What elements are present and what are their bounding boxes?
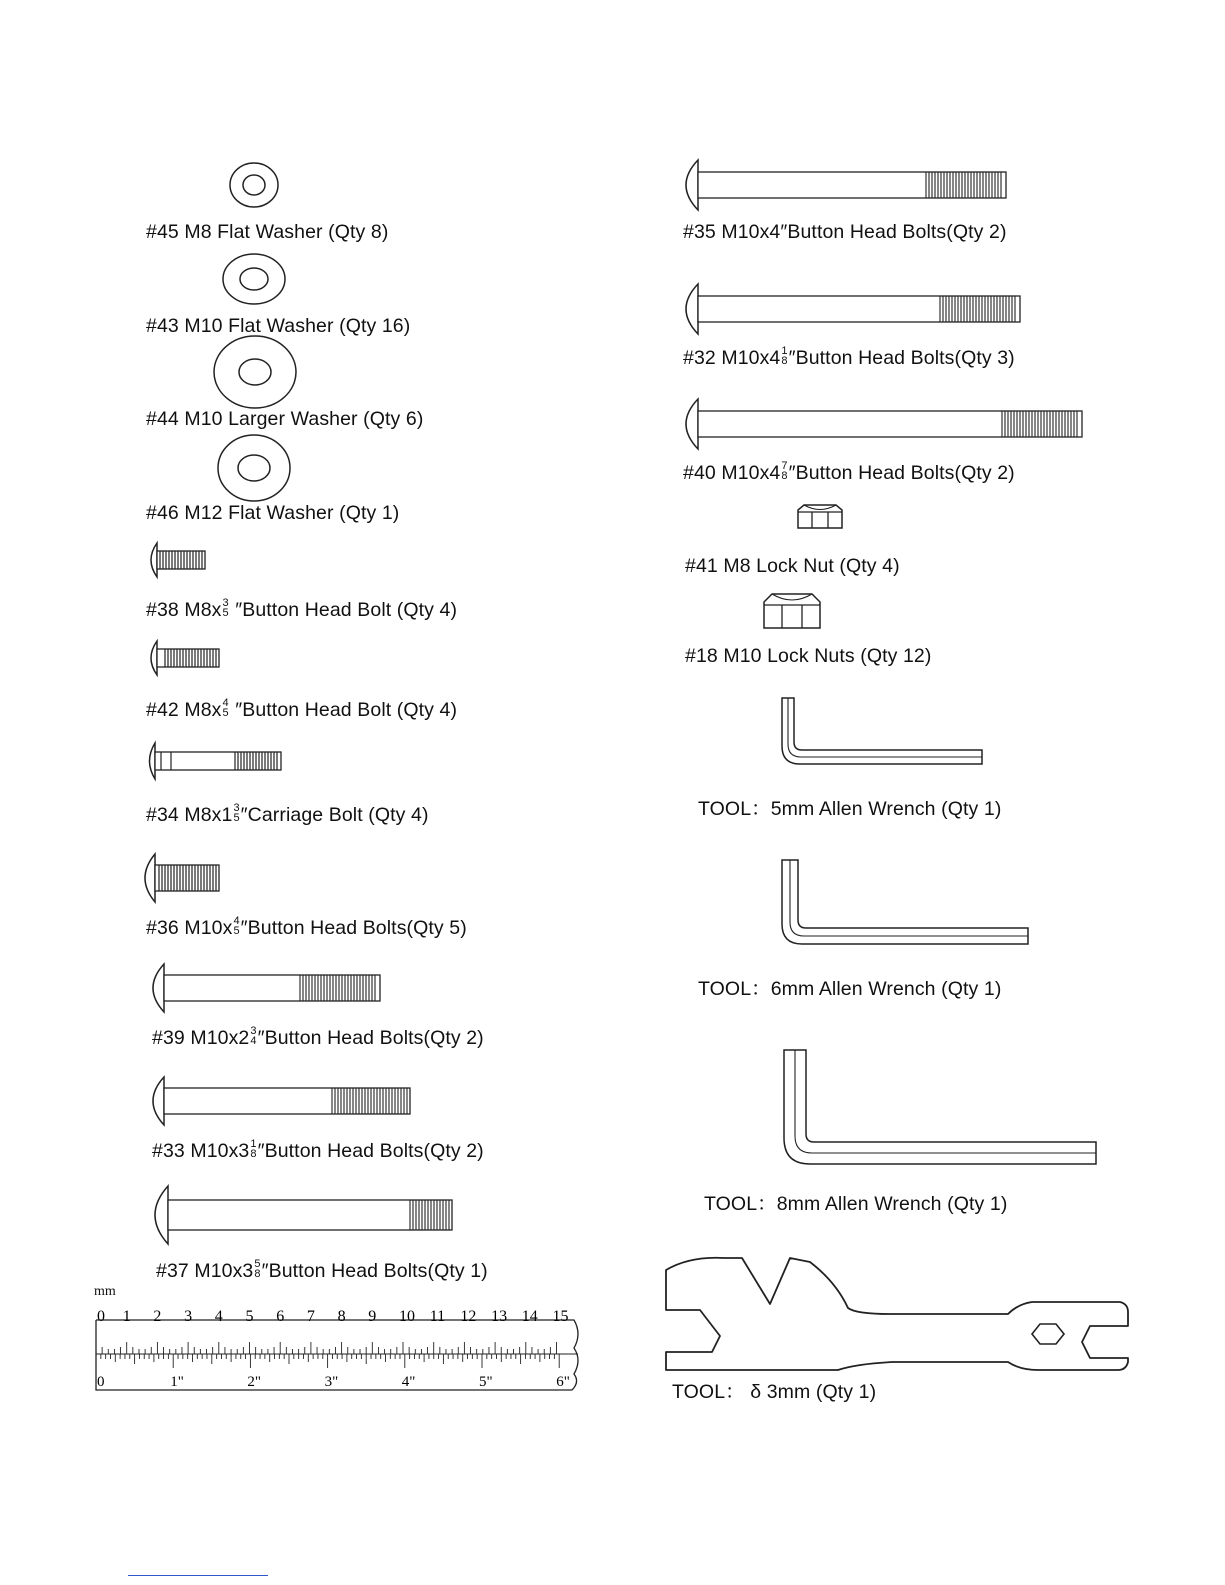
fraction xyxy=(781,461,787,481)
fraction-numerator: 3 xyxy=(250,1024,257,1037)
bolt-33-icon xyxy=(142,1073,418,1129)
m10-lock-nut-icon xyxy=(758,590,826,632)
m12-flat-washer-icon xyxy=(214,432,294,504)
part-label-18 xyxy=(685,644,931,668)
fraction xyxy=(223,698,229,718)
ruler-mm-label: 4 xyxy=(214,1308,223,1325)
part-label-text: #37 M10x3 xyxy=(156,1260,254,1282)
fraction-denominator: 5 xyxy=(222,606,229,619)
part-label-35 xyxy=(683,220,1007,244)
fraction xyxy=(781,346,787,366)
part-label-42 xyxy=(146,698,457,722)
part-label-33 xyxy=(152,1139,484,1163)
fraction-denominator: 5 xyxy=(233,924,240,937)
fraction-numerator: 1 xyxy=(781,344,788,357)
part-label-32 xyxy=(683,346,1015,370)
ruler-mm-label: 0 xyxy=(97,1308,105,1325)
bolt-38-icon xyxy=(143,540,213,580)
fraction-numerator: 1 xyxy=(250,1137,257,1150)
part-label-text: #40 M10x4 xyxy=(683,462,781,484)
ruler-inch-label: 4" xyxy=(401,1374,416,1390)
part-label-38 xyxy=(146,598,457,622)
ruler-unit-label: mm xyxy=(94,1284,116,1299)
part-label-text: TOOL：8mm Allen Wrench (Qty 1) xyxy=(704,1193,1008,1215)
ruler xyxy=(94,1284,584,1392)
fraction xyxy=(233,916,239,936)
m8-flat-washer-icon xyxy=(226,160,282,210)
fraction-denominator: 8 xyxy=(250,1147,257,1160)
fraction-denominator: 5 xyxy=(233,811,240,824)
part-label-text: #18 M10 Lock Nuts (Qty 12) xyxy=(685,645,932,667)
part-label-text: #45 M8 Flat Washer (Qty 8) xyxy=(146,221,389,243)
ruler-mm-label: 2 xyxy=(153,1308,162,1325)
part-label-37 xyxy=(156,1259,488,1283)
fraction-numerator: 3 xyxy=(222,596,229,609)
fraction xyxy=(250,1026,256,1046)
part-label-t5 xyxy=(698,797,1001,821)
ruler-inch-label: 0 xyxy=(97,1374,105,1390)
part-label-36 xyxy=(146,916,467,940)
part-label-text: TOOL：6mm Allen Wrench (Qty 1) xyxy=(698,978,1002,1000)
m10-flat-washer-icon xyxy=(219,251,289,307)
ruler-inch-label: 6" xyxy=(556,1374,570,1390)
part-label-suffix: ″Button Head Bolt (Qty 4) xyxy=(229,699,458,721)
fraction-denominator: 8 xyxy=(254,1267,261,1280)
fraction-numerator: 5 xyxy=(254,1257,261,1270)
part-label-text: #46 M12 Flat Washer (Qty 1) xyxy=(146,502,400,524)
part-label-text: #34 M8x1 xyxy=(146,804,233,826)
part-label-text: #32 M10x4 xyxy=(683,347,781,369)
fraction xyxy=(233,803,239,823)
part-label-t8 xyxy=(704,1192,1007,1216)
ruler-inch-label: 1" xyxy=(170,1374,184,1390)
part-label-suffix: ″Button Head Bolts(Qty 2) xyxy=(257,1140,484,1162)
part-label-text: #44 M10 Larger Washer (Qty 6) xyxy=(146,408,424,430)
part-label-43 xyxy=(146,314,410,338)
part-label-suffix: ″Carriage Bolt (Qty 4) xyxy=(240,804,429,826)
fraction-numerator: 4 xyxy=(233,914,240,927)
part-label-46 xyxy=(146,501,399,525)
fraction xyxy=(223,598,229,618)
part-label-45 xyxy=(146,220,388,244)
ruler-mm-label: 13 xyxy=(491,1308,508,1325)
part-label-text: TOOL：5mm Allen Wrench (Qty 1) xyxy=(698,798,1002,820)
part-label-suffix: ″Button Head Bolt (Qty 4) xyxy=(229,599,458,621)
bottom-rule-line xyxy=(128,1575,268,1576)
part-label-text: #36 M10x xyxy=(146,917,233,939)
bolt-40-icon xyxy=(674,395,1090,453)
allen-wrench-8mm-icon xyxy=(780,1046,1104,1172)
fraction xyxy=(254,1259,260,1279)
part-label-text: #41 M8 Lock Nut (Qty 4) xyxy=(685,555,900,577)
ruler-inch-label: 3" xyxy=(324,1374,339,1390)
bolt-37-icon xyxy=(142,1182,460,1248)
part-label-suffix: ″Button Head Bolts(Qty 3) xyxy=(788,347,1015,369)
fraction xyxy=(250,1139,256,1159)
bolt-39-icon xyxy=(142,960,388,1016)
ruler-mm-label: 7 xyxy=(306,1308,315,1325)
fraction-denominator: 4 xyxy=(250,1034,257,1047)
part-label-suffix: ″Button Head Bolts(Qty 2) xyxy=(257,1027,484,1049)
m8-lock-nut-icon xyxy=(794,502,846,532)
ruler-mm-label: 6 xyxy=(276,1308,285,1325)
part-label-text: #42 M8x xyxy=(146,699,222,721)
part-label-text: #35 M10x4″Button Head Bolts(Qty 2) xyxy=(683,221,1007,243)
part-label-text: #39 M10x2 xyxy=(152,1027,250,1049)
part-label-suffix: ″Button Head Bolts(Qty 5) xyxy=(240,917,467,939)
part-label-41 xyxy=(685,554,900,578)
ruler-mm-label: 11 xyxy=(429,1308,446,1325)
ruler-mm-label: 15 xyxy=(552,1308,569,1325)
ruler-mm-label: 12 xyxy=(460,1308,477,1325)
bolt-42-icon xyxy=(143,638,227,678)
fraction-numerator: 7 xyxy=(781,459,788,472)
allen-wrench-5mm-icon xyxy=(778,694,990,772)
fraction-numerator: 3 xyxy=(233,801,240,814)
part-label-suffix: ″Button Head Bolts(Qty 2) xyxy=(788,462,1015,484)
ruler-mm-label: 14 xyxy=(521,1308,538,1325)
multi-wrench-tool-icon xyxy=(660,1252,1138,1386)
ruler-inch-label: 5" xyxy=(479,1374,493,1390)
fraction-denominator: 8 xyxy=(781,354,788,367)
carriage-bolt-34-icon xyxy=(143,740,289,782)
bolt-35-icon xyxy=(674,156,1014,214)
part-label-44 xyxy=(146,407,423,431)
ruler-inch-label: 2" xyxy=(247,1374,262,1390)
ruler-mm-label: 3 xyxy=(184,1308,193,1325)
bolt-36-icon xyxy=(135,850,227,906)
part-label-t6 xyxy=(698,977,1001,1001)
ruler-mm-label: 5 xyxy=(245,1308,254,1325)
fraction-denominator: 8 xyxy=(781,469,788,482)
part-label-34 xyxy=(146,803,429,827)
part-label-text: #43 M10 Flat Washer (Qty 16) xyxy=(146,315,411,337)
part-label-text: TOOL： δ 3mm (Qty 1) xyxy=(672,1381,877,1403)
ruler-mm-label: 8 xyxy=(337,1308,346,1325)
part-label-text: #33 M10x3 xyxy=(152,1140,250,1162)
part-label-40 xyxy=(683,461,1015,485)
ruler-mm-label: 10 xyxy=(399,1308,415,1325)
ruler-mm-label: 9 xyxy=(368,1308,377,1325)
allen-wrench-6mm-icon xyxy=(778,856,1034,952)
part-label-text: #38 M8x xyxy=(146,599,222,621)
bolt-32-icon xyxy=(674,280,1028,338)
part-label-t3 xyxy=(672,1380,876,1404)
part-label-suffix: ″Button Head Bolts(Qty 1) xyxy=(261,1260,488,1282)
ruler-mm-label: 1 xyxy=(122,1308,131,1325)
m10-larger-washer-icon xyxy=(210,333,300,411)
ruler-scale xyxy=(94,1290,584,1392)
part-label-39 xyxy=(152,1026,484,1050)
fraction-numerator: 4 xyxy=(222,696,229,709)
fraction-denominator: 5 xyxy=(222,706,229,719)
